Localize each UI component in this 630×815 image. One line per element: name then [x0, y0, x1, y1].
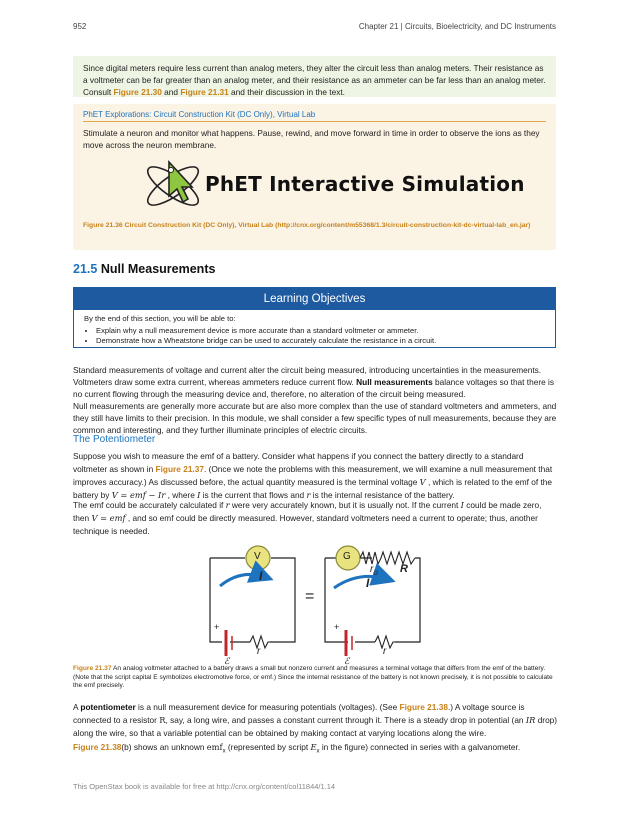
current-label-left: I [259, 569, 263, 583]
paragraph-null-intro: Standard measurements of voltage and current alter the circuit being measured, introducing uncertainties in the measurements. Voltmeters draw some extra current, whereas ammeters reduce current flow. Null measurements balance voltages so that there is no current flowing through the measuring device and, therefore, no alteration of the circuit being measured. [73, 365, 554, 399]
objectives-intro: By the end of this section, you will be able to: [84, 314, 236, 323]
voltmeter-circuit [210, 546, 295, 656]
big-r-label: R [400, 563, 408, 575]
paragraph-unknown-emf: Figure 21.38(b) shows an unknown emf$_x$ (represented by script $E_x$ in the figure) connected in series with a galvanometer. [73, 742, 521, 755]
paragraph-potentiometer: A potentiometer is a null measurement device for measuring potentials (voltages). (See Figure 21.38.) A voltage source is connected to a resistor R, say, a long wire, and passes a constant current through it. There is a steady drop in potential (an IR drop) along the wire, so that a variable potential can be obtained by making contact at varying locations along the wire. [73, 702, 558, 738]
objectives-list [74, 326, 555, 346]
emf-label-right: ℰ [344, 656, 350, 666]
r-label-right: r [383, 646, 387, 657]
note-text: Since digital meters require less current than analog meters, they alter the circuit less than analog meters. Their resistance as a voltmeter can be far greater than an analog meter, and their resistance as an ammeter can be far less than an analog meter. Consult Figure 21.30 and Figure 21.31 and their discussion in the text. [83, 63, 546, 97]
phet-title-link[interactable]: PhET Explorations: Circuit Construction Kit (DC Only), Virtual Lab [83, 110, 546, 122]
footer-text: This OpenStax book is available for free at http://cnx.org/content/col11844/1.14 [73, 782, 336, 791]
figure-21-37-link[interactable]: Figure 21.37 [155, 464, 204, 474]
figure-21-36-caption: Figure 21.36 Circuit Construction Kit (DC Only), Virtual Lab (http://cnx.org/content/m55368/1.3/circuit-construction-kit-dc-virtual-lab_en.jar) [83, 222, 531, 229]
figure-21-30-link[interactable]: Figure 21.30 [113, 87, 162, 97]
note-box [73, 56, 556, 97]
objective-item: • Demonstrate how a Wheatstone bridge can be used to accurately calculate the resistance in a circuit. [96, 336, 555, 346]
voltmeter-label: V [254, 551, 261, 562]
galvanometer-label: G [343, 551, 351, 562]
current-label-right: I [366, 576, 370, 590]
paragraph-emf-calc: The emf could be accurately calculated if r were very accurately known, but it is usually not. If the current I could be made zero, then V = emf , and so emf could be directly measured. However, standard voltmeters need a current to operate; thus, another technique is needed. [73, 500, 542, 536]
plus-left: + [214, 622, 220, 632]
page-number: 952 [73, 22, 87, 31]
current-arrow-right [334, 576, 390, 588]
paragraph-terminal-voltage: Suppose you wish to measure the emf of a battery. Consider what happens if you connect the battery directly to a standard voltmeter as shown in Figure 21.37. (Once we note the problems with this measurement, we will examine a null measurement that improves accuracy.) As discussed before, the actual quantity measured is the terminal voltage V , which is related to the emf of the battery by V = emf − Ir , where I is the current that flows and r is the internal resistance of the battery. [73, 451, 553, 500]
paragraph-null-accuracy: Null measurements are generally more accurate but are also more complex than the use of standard voltmeters and ammeters, and they still have limits to their precision. In this module, we shall consider a few specific types of null measurements, because they are common and interesting, and they further illuminate principles of electric circuits. [73, 401, 557, 435]
phet-logo-icon [139, 156, 209, 214]
learning-objectives-heading: Learning Objectives [74, 288, 555, 310]
potentiometer-heading: The Potentiometer [73, 434, 156, 445]
objective-item: • Explain why a null measurement device is more accurate than a standard voltmeter or ammeter. [96, 326, 555, 336]
figure-21-38-link[interactable]: Figure 21.38 [399, 702, 448, 712]
running-header: Chapter 21 | Circuits, Bioelectricity, and DC Instruments [358, 22, 556, 31]
r-label-left: r [257, 646, 261, 657]
emf-label-left: ℰ [224, 656, 230, 666]
figure-21-38b-link[interactable]: Figure 21.38 [73, 742, 122, 752]
phet-description: Stimulate a neuron and monitor what happens. Pause, rewind, and move forward in time in order to observe the ions as they move across the neuron membrane. [83, 128, 540, 150]
section-heading: 21.5 Null Measurements [73, 262, 216, 276]
figure-21-31-link[interactable]: Figure 21.31 [180, 87, 229, 97]
figure-21-37-caption: Figure 21.37 An analog voltmeter attached to a battery draws a small but nonzero current and measures a terminal voltage that differs from the emf of the battery. (Note that the script capital E symbolizes electromotive force, or emf.) Since the internal resistance of the battery is not known precisely, it is not possible to calculate the emf precisely. [73, 665, 553, 690]
figure-21-37-diagram [200, 538, 430, 668]
phet-box [73, 104, 556, 250]
phet-banner[interactable]: PhET Interactive Simulation [205, 172, 525, 196]
rg-label: $r_G$ [370, 564, 379, 577]
plus-right: + [334, 622, 340, 632]
equals-sign: = [305, 588, 315, 605]
learning-objectives-box [73, 287, 556, 348]
